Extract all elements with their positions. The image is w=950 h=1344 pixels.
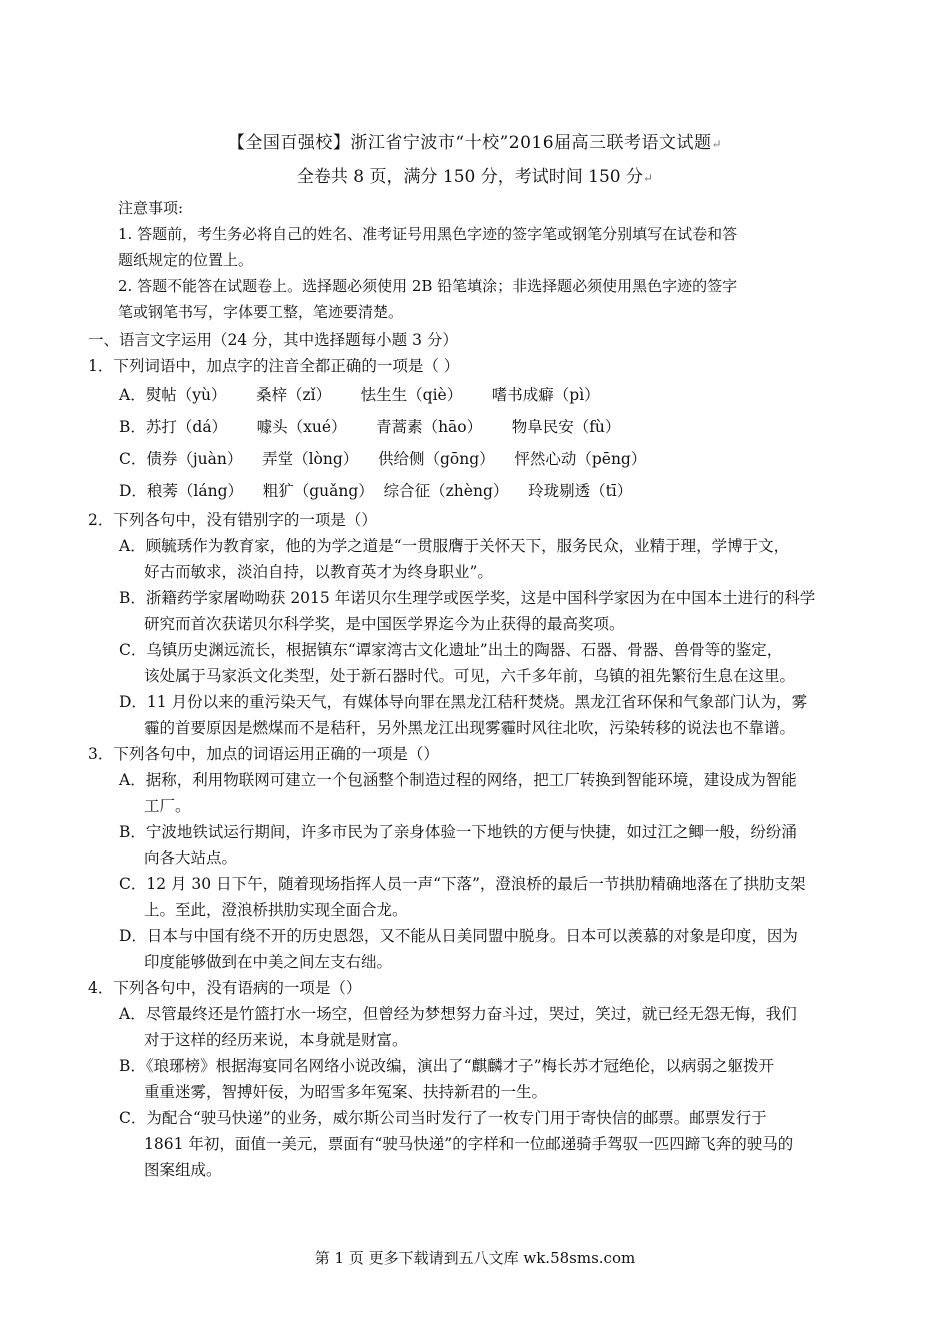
option-line-cont: 上。至此，澄浪桥拱肋实现全面合龙。 [144, 901, 408, 919]
section-heading: 一、语言文字运用（24 分，其中选择题每小题 3 分） [88, 331, 458, 349]
question-3-option-a [88, 767, 868, 819]
option-line: B．宁波地铁试运行期间，许多市民为了亲身体验一下地铁的方便与快捷，如过江之鲫一般，纷纷涌 [119, 823, 797, 841]
title-text: 【全国百强校】浙江省宁波市“十校”2016届高三联考语文试题 [227, 133, 712, 153]
option-line-cont: 研究而首次获诺贝尔科学奖，是中国医学界迄今为止获得的最高奖项。 [144, 615, 625, 633]
notes-item-1: 1. 答题前，考生务必将自己的姓名、准考证号用黑色字迹的签字笔或钢笔分别填写在试卷和答 [118, 225, 738, 243]
notes-item-2-cont: 笔或钢笔书写，字体要工整，笔迹要清楚。 [118, 303, 404, 321]
question-3-option-c [88, 871, 868, 923]
notes-item-2: 2. 答题不能答在试题卷上。选择题必须使用 2B 铅笔填涂；非选择题必须使用黑色字迹的签字 [118, 277, 738, 295]
page-subtitle [0, 162, 950, 187]
option-line: A．据称，利用物联网可建立一个包涵整个制造过程的网络，把工厂转换到智能环境，建设成为智能 [119, 771, 797, 789]
option-line: D．日本与中国有绕不开的历史恩怨，又不能从日美同盟中脱身。日本可以羡慕的对象是印度，因为 [119, 927, 798, 945]
option-line-cont: 好古而敏求，淡泊自持，以教育英才为终身职业”。 [144, 563, 493, 581]
notes-item-1-cont: 题纸规定的位置上。 [118, 251, 254, 269]
question-4-option-b [88, 1053, 868, 1105]
option-line: A．尽管最终还是竹篮打水一场空，但曾经为梦想努力奋斗过，哭过，笑过，就已经无怨无悔，我们 [119, 1005, 797, 1023]
notes-heading: 注意事项: [118, 199, 184, 217]
question-1-option-c: C．债券（juàn） 弄堂（lòng） 供给侧（gōng） 怦然心动（pēng） [119, 450, 647, 468]
option-line: B．浙籍药学家屠呦呦获 2015 年诺贝尔生理学或医学奖，这是中国科学家因为在中国本土进行的科学 [119, 589, 816, 607]
question-4-stem: 4．下列各句中，没有语病的一项是（） [88, 979, 362, 997]
option-line-cont: 重重迷雾，智搏奸佞，为昭雪多年冤案、扶持新君的一生。 [144, 1083, 548, 1101]
page-title [0, 128, 950, 153]
option-line-cont: 印度能够做到在中美之间左支右绌。 [144, 953, 393, 971]
question-3-stem: 3．下列各句中，加点的词语运用正确的一项是（） [88, 745, 439, 763]
subtitle-text: 全卷共 8 页，满分 150 分，考试时间 150 分 [296, 167, 644, 187]
paragraph-mark-icon: ↵ [643, 171, 654, 185]
question-4-option-a [88, 1001, 868, 1053]
option-line-cont: 对于这样的经历来说，本身就是财富。 [144, 1031, 408, 1049]
option-line: D．11 月份以来的重污染天气，有媒体导向罪在黑龙江秸秆焚烧。黑龙江省环保和气象部门认为，雾 [119, 693, 808, 711]
question-1-option-a: A．熨帖（yù） 桑梓（zǐ） 怯生生（qiè） 嗜书成癖（pì） [119, 386, 600, 404]
option-line: B．《琅琊榜》根据海宴同名网络小说改编，演出了“麒麟才子”梅长苏才冠绝伦，以病弱之躯拨开 [119, 1057, 774, 1075]
option-line-cont: 该处属于马家浜文化类型，处于新石器时代。可见，六千多年前，乌镇的祖先繁衍生息在这里。 [144, 667, 796, 685]
option-line: C．12 月 30 日下午，随着现场指挥人员一声“下落”，澄浪桥的最后一节拱肋精确地落在了拱肋支架 [119, 875, 806, 893]
option-line-cont: 工厂。 [144, 797, 191, 815]
question-2-option-c [88, 637, 868, 689]
question-1-option-d: D．稂莠（láng） 粗犷（guǎng） 综合征（zhèng） 玲珑剔透（tī） [119, 482, 633, 500]
option-line-cont: 霾的首要原因是燃煤而不是秸秆，另外黑龙江出现雾霾时风往北吹，污染转移的说法也不靠谱。 [144, 719, 796, 737]
question-2-option-a [88, 533, 868, 585]
question-1-option-b: B．苏打（dá） 噱头（xué） 青蒿素（hāo） 物阜民安（fù） [119, 418, 621, 436]
option-line-cont: 向各大站点。 [144, 849, 238, 867]
question-2-option-b [88, 585, 868, 637]
question-1-stem: 1．下列词语中，加点字的注音全都正确的一项是（ ） [88, 357, 460, 375]
paragraph-mark-icon: ↵ [711, 137, 723, 151]
question-3-option-d [88, 923, 868, 975]
question-3-option-b [88, 819, 868, 871]
page-footer: 第 1 页 更多下载请到五八文库 wk.58sms.com [314, 1249, 636, 1267]
question-2-stem: 2．下列各句中，没有错别字的一项是（） [88, 511, 377, 529]
option-line-cont: 1861 年初，面值一美元，票面有“驶马快递”的字样和一位邮递骑手驾驭一匹四蹄飞奔的驶马的 [144, 1135, 794, 1153]
option-line: C．乌镇历史渊远流长，根据镇东“谭家湾古文化遗址”出土的陶器、石器、骨器、兽骨等的鉴定， [119, 641, 783, 659]
option-line: C．为配合“驶马快递”的业务，威尔斯公司当时发行了一枚专门用于寄快信的邮票。邮票发行于 [119, 1109, 767, 1127]
option-line-cont: 图案组成。 [144, 1161, 222, 1179]
question-2-option-d [88, 689, 868, 741]
option-line: A．顾毓琇作为教育家，他的为学之道是“一贯服膺于关怀天下，服务民众，业精于理，学博于文， [119, 537, 790, 555]
questions-content [88, 327, 868, 1183]
question-4-option-c [88, 1105, 868, 1183]
notes-block [118, 195, 838, 325]
